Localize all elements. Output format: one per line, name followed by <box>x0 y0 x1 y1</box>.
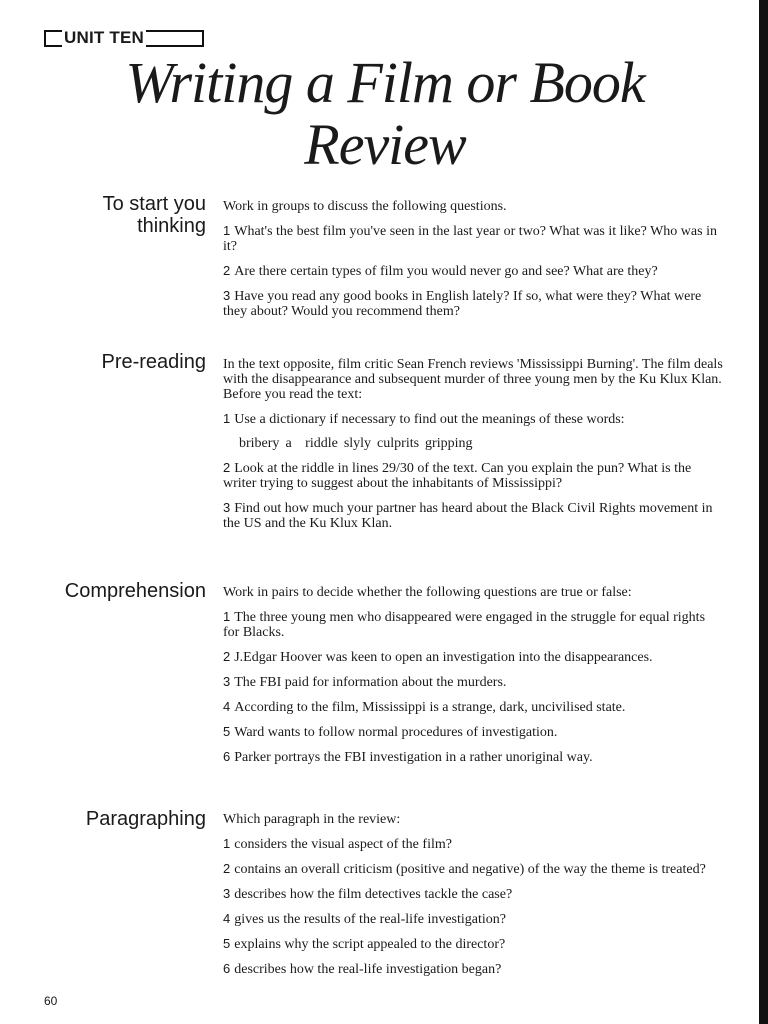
question-text: contains an overall criticism (positive and negative) of the way the theme is treated? <box>234 862 706 877</box>
question-item <box>223 961 723 977</box>
question-text: explains why the script appealed to the director? <box>234 937 506 952</box>
question-item <box>223 223 723 254</box>
question-number: 1 <box>223 609 231 624</box>
section-heading-start <box>40 193 206 237</box>
question-text: The three young men who disappeared were engaged in the struggle for equal rights for Blacks. <box>223 610 706 640</box>
question-number: 2 <box>223 861 231 876</box>
question-number: 3 <box>223 886 231 901</box>
question-item <box>223 911 723 927</box>
section-prereading <box>223 357 723 540</box>
question-text: Are there certain types of film you would never go and see? What are they? <box>234 264 658 279</box>
heading-line-1: To start you <box>102 193 206 215</box>
question-item <box>223 411 723 427</box>
question-item <box>223 500 723 531</box>
section-intro: Which paragraph in the review: <box>223 812 401 827</box>
question-number: 1 <box>223 411 231 426</box>
title-line-2: Review <box>304 112 466 177</box>
question-number: 5 <box>223 724 231 739</box>
question-text: What's the best film you've seen in the last year or two? What was it like? Who was in it? <box>223 224 717 254</box>
question-number: 4 <box>223 699 231 714</box>
question-text: considers the visual aspect of the film? <box>234 837 452 852</box>
question-item <box>223 288 723 319</box>
question-number: 2 <box>223 649 231 664</box>
title-line-1: Writing a Film or Book <box>125 50 645 115</box>
question-item <box>223 460 723 491</box>
question-number: 4 <box>223 911 231 926</box>
question-text: The FBI paid for information about the murders. <box>234 675 507 690</box>
question-item <box>223 886 723 902</box>
question-item <box>223 649 723 665</box>
heading-line-2: thinking <box>137 215 206 237</box>
question-text: Parker portrays the FBI investigation in a rather unoriginal way. <box>234 750 593 765</box>
vocab-word: a riddle <box>285 436 338 451</box>
section-start <box>223 199 723 328</box>
section-heading-comprehension: Comprehension <box>64 580 206 602</box>
question-number: 2 <box>223 460 231 475</box>
question-number: 3 <box>223 288 231 303</box>
question-text: Find out how much your partner has heard about the Black Civil Rights movement in the US and the Ku Klux Klan. <box>223 501 713 531</box>
section-paragraphing <box>223 812 723 986</box>
question-item <box>223 263 723 279</box>
question-text: Have you read any good books in English lately? If so, what were they? What were they about? Would you recommend them? <box>223 289 702 319</box>
section-intro: In the text opposite, film critic Sean French reviews 'Mississippi Burning'. The film deals with the disappearance and subsequent murder of three young men by the Ku Klux Klan. Before you read the text: <box>223 357 723 402</box>
vocab-word: slyly <box>343 436 372 451</box>
question-number: 1 <box>223 223 231 238</box>
unit-label: UNIT TEN <box>64 28 144 47</box>
question-number: 3 <box>223 674 231 689</box>
question-text: describes how the film detectives tackle the case? <box>234 887 513 902</box>
question-text: Look at the riddle in lines 29/30 of the text. Can you explain the pun? What is the writer trying to suggest about the inhabitants of Mississippi? <box>223 461 692 491</box>
question-item <box>223 609 723 640</box>
question-text: Ward wants to follow normal procedures of investigation. <box>234 725 558 740</box>
section-intro: Work in pairs to decide whether the following questions are true or false: <box>223 585 632 600</box>
vocabulary-list <box>223 436 723 451</box>
page-number: 60 <box>44 994 58 1008</box>
question-number: 6 <box>223 961 231 976</box>
question-text: J.Edgar Hoover was keen to open an investigation into the disappearances. <box>234 650 653 665</box>
question-item <box>223 861 723 877</box>
question-number: 5 <box>223 936 231 951</box>
question-item <box>223 699 723 715</box>
question-number: 6 <box>223 749 231 764</box>
question-text: describes how the real-life investigation began? <box>234 962 502 977</box>
section-comprehension <box>223 585 723 774</box>
question-item <box>223 724 723 740</box>
vocab-word: bribery <box>239 436 280 451</box>
question-item <box>223 836 723 852</box>
question-text: Use a dictionary if necessary to find out the meanings of these words: <box>234 412 625 427</box>
section-intro: Work in groups to discuss the following questions. <box>223 199 507 214</box>
page-title <box>40 52 730 176</box>
question-number: 3 <box>223 500 231 515</box>
vocab-word: gripping <box>425 436 473 451</box>
page-edge-shadow <box>759 0 768 1024</box>
question-item <box>223 749 723 765</box>
section-heading-prereading: Pre-reading <box>101 351 206 373</box>
question-item <box>223 674 723 690</box>
vocab-word: culprits <box>377 436 420 451</box>
question-number: 1 <box>223 836 231 851</box>
question-text: According to the film, Mississippi is a strange, dark, uncivilised state. <box>234 700 626 715</box>
section-heading-paragraphing: Paragraphing <box>85 808 206 830</box>
question-text: gives us the results of the real-life investigation? <box>234 912 506 927</box>
question-item <box>223 936 723 952</box>
question-number: 2 <box>223 263 231 278</box>
